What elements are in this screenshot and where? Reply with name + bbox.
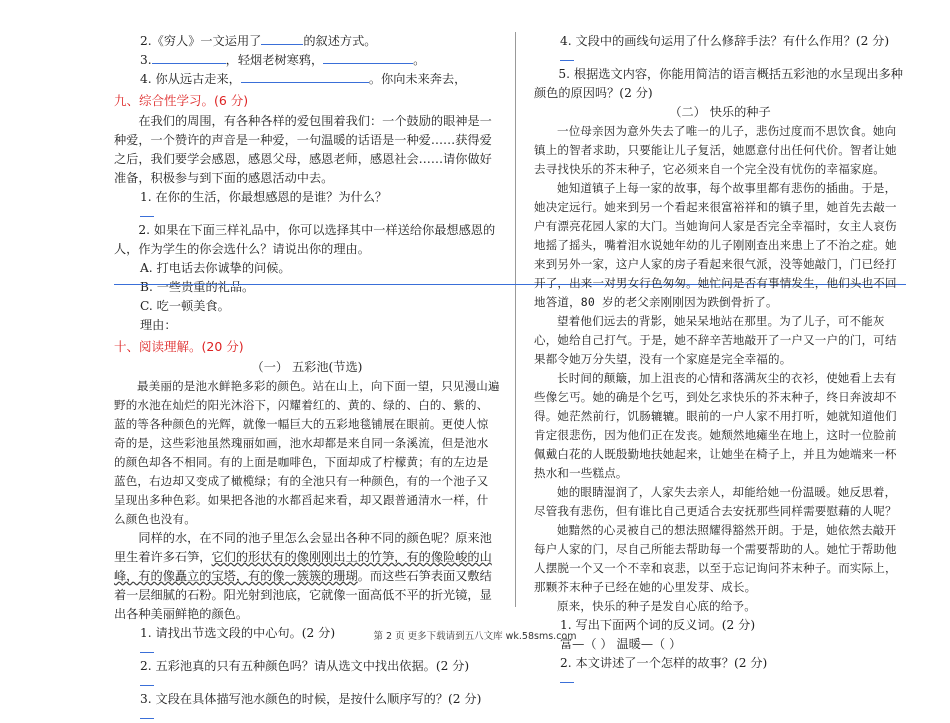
column-divider xyxy=(515,32,516,607)
paragraph: 在我们的周围，有各种各样的爱包围着我们：一个鼓励的眼神是一种爱，一个赞许的声音是一种爱，一句温暖的话语是一种爱……获得爱之后，我们要学会感恩，感恩父母，感恩老师，感恩社会……请你做好准备，积极参与到下面的感恩活动中去。 xyxy=(114,114,492,185)
question: 5. 根据选文内容，你能用简洁的语言概括五彩池的水呈现出多种颜色的原因吗？(2 分) xyxy=(534,67,903,100)
question: 2. 五彩池真的只有五种颜色吗？请从选文中找出依据。(2 分) xyxy=(140,659,470,673)
paragraph: 原来，快乐的种子是发自心底的给予。 xyxy=(557,599,756,613)
antonym-blanks[interactable]: 富—（ ） 温暖—（ ） xyxy=(560,637,682,651)
option: C. 吃一顿美食。 xyxy=(140,299,230,313)
passage-title: （一） 五彩池(节选) xyxy=(251,360,363,374)
question: 1. 在你的生活，你最想感恩的是谁？为什么？ xyxy=(140,190,388,204)
answer-line[interactable] xyxy=(560,51,574,61)
reason-label: 理由： xyxy=(140,318,177,332)
question: 4. 你从远古走来， 。你向未来奔去， xyxy=(140,72,467,86)
answer-line[interactable] xyxy=(140,676,154,686)
paragraph: 她的眼睛湿润了，人家失去亲人，却能给她一份温暖。她反思着，尽管我有悲伤，但有谁比自己更适合去安抚那些同样需要慰藉的人呢？ xyxy=(534,485,897,518)
paragraph: 她黯然的心灵被自己的想法照耀得豁然开朗。于是，她依然去敲开每户人家的门，尽自己所能去帮助每一个需要帮助的人。她忙于帮助他人摆脱一个又一个不幸和哀悲，以至于忘记询问芥末种子。而实际上，那颗芥末种子已经在她的心里发芽、成长。 xyxy=(534,523,897,594)
page-footer: 第 2 页 更多下载请到五八文库 wk.58sms.com xyxy=(373,631,577,642)
answer-line[interactable] xyxy=(560,673,574,683)
question: 3. 文段在具体描写池水颜色的时候，是按什么顺序写的？(2 分) xyxy=(140,692,482,706)
fill-blank[interactable] xyxy=(241,70,369,83)
right-column xyxy=(534,32,906,687)
underlined-sentence: 它们的形状有的像刚刚出土的竹笋，有的像险峻的山峰，有的像矗立的宝塔，有的像一簇簇的珊瑚 xyxy=(114,550,492,583)
paragraph: 一位母亲因为意外失去了唯一的儿子，悲伤过度而不思饮食。她向镇上的智者求助，只要能让儿子复活，她愿意付出任何代价。智者让她去寻找快乐的芥末种子，它必须来自一个完全没有忧伤的幸福家庭。 xyxy=(534,124,897,176)
passage-title: （二） 快乐的种子 xyxy=(669,105,771,119)
option: B. 一些贵重的礼品。 xyxy=(140,280,255,294)
question: 2. 本文讲述了一个怎样的故事？(2 分) xyxy=(560,656,768,670)
question: 3. ，轻烟老树寒鸦， 。 xyxy=(140,53,426,67)
question: 4. 文段中的画线句运用了什么修辞手法？有什么作用？(2 分) xyxy=(560,34,890,48)
paragraph: 最美丽的是池水鲜艳多彩的颜色。站在山上，向下面一望，只见漫山遍野的水池在灿烂的阳光沐浴下，闪耀着红的、黄的、绿的、白的、紫的、蓝的等各种颜色的光辉，就像一幅巨大的五彩地毯铺展在眼前。更使人惊奇的是，这些彩池虽然瑰丽如画，池水却都是来自同一条溪流，但是池水的颜色却各不相同。有的上面是咖啡色，下面却成了柠檬黄；有的左边是蓝色，右边却又变成了橄榄绿；有的全池只有一种颜色，有的一个池子又呈现出多种色彩。如果把各池的水都舀起来看，却又跟普通清水一样，什么颜色也没有。 xyxy=(114,379,500,526)
answer-line[interactable] xyxy=(140,643,154,653)
option: A. 打电话去你诚挚的问候。 xyxy=(140,261,291,275)
question: 2. 如果在下面三样礼品中，你可以选择其中一样送给你最想感恩的人，作为学生的你会选什么？请说出你的理由。 xyxy=(114,223,496,256)
fill-blank[interactable] xyxy=(261,32,303,45)
left-column xyxy=(114,32,500,723)
paragraph: 长时间的颠簸，加上沮丧的心情和落满灰尘的衣衫，使她看上去有些像乞丐。她的确是个乞丐，到处乞求快乐的芥末种子，终日奔波却不得。她茫然前行，饥肠辘辘。眼前的一户人家不用打听，她就知道他们肯定很悲伤，因为他们正在发丧。她颓然地瘫坐在地上，这时一位脸前佩戴白花的人既殷勤地扶她起来，让她坐在椅子上，并且为她端来一杯热水和一些糕点。 xyxy=(534,371,897,480)
answer-line[interactable] xyxy=(140,207,154,217)
section-heading: 九、综合性学习。(6 分) xyxy=(114,93,249,108)
fill-blank[interactable] xyxy=(152,51,226,64)
question: 1. 写出下面两个词的反义词。(2 分) xyxy=(560,618,756,632)
paragraph: 同样的水，在不同的池子里怎么会显出各种不同的颜色呢？原来池里生着许多石笋，它们的形状有的像刚刚出土的竹笋，有的像险峻的山峰，有的像矗立的宝塔，有的像一簇簇的珊瑚。而这些石笋表面又敷结着一层细腻的石粉。阳光射到池底，它就像一面高低不平的折光镜，显出各种美丽鲜艳的颜色。 xyxy=(114,531,492,621)
question: 1. 请找出节选文段的中心句。(2 分) xyxy=(140,626,336,640)
section-heading: 十、阅读理解。(20 分) xyxy=(114,339,244,354)
answer-line[interactable] xyxy=(140,709,154,719)
question: 2.《穷人》一文运用了 的叙述方式。 xyxy=(140,34,377,48)
paragraph: 她知道镇子上每一家的故事，每个故事里都有悲伤的插曲。于是，她决定远行。她来到另一个看起来很富裕祥和的镇子里，她首先去敲一户有漂亮花园人家的大门。当她询问人家是否完全幸福时，女主人哀伤地摇了摇头，嘴着泪水说她年幼的儿子刚刚查出来患上了不治之症。她来到另外一家，这户人家的房子看起来很气派，没等她敲门，门已经打开了，出来一对男女行色匆匆。她忙问是否有事情发生，他们头也不回地答道，80 岁的老父亲刚刚因为跌倒骨折了。 xyxy=(534,181,897,309)
paragraph: 望着他们远去的背影，她呆呆地站在那里。为了儿子，可不能灰心，她给自己打气。于是，她不辞辛苦地敲开了一户又一户的门，可结果都令她万分失望，没有一个家庭是完全幸福的。 xyxy=(534,314,897,366)
fill-blank[interactable] xyxy=(323,51,413,64)
